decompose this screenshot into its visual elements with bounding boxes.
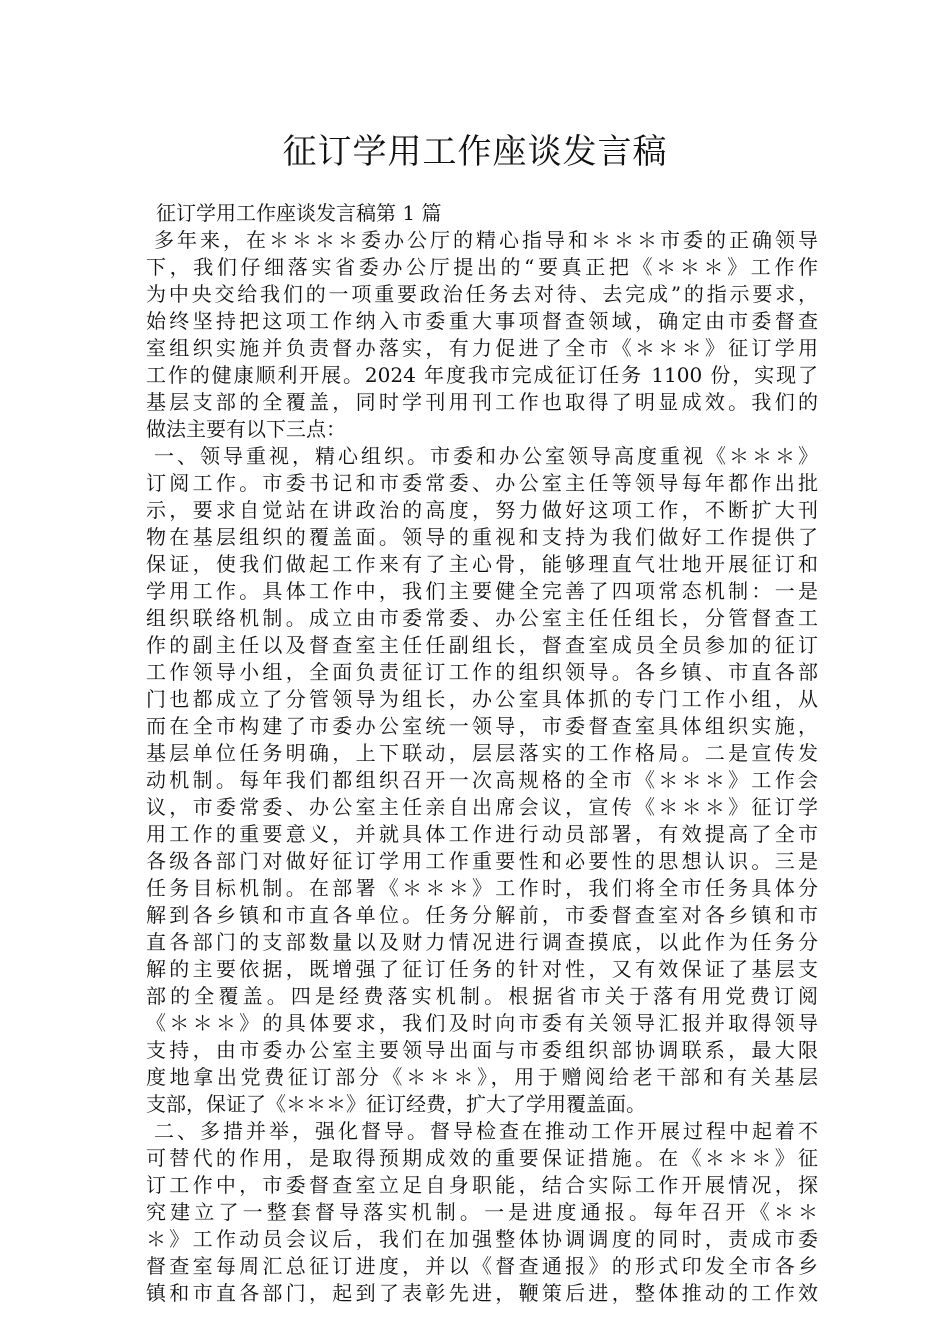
paragraph-line: 一、领导重视，精心组织。市委和办公室领导高度重视《＊＊＊》 (154, 444, 818, 468)
section-subtitle: 征订学用工作座谈发言稿第 1 篇 (156, 201, 442, 225)
paragraph-line: 学用工作。具体工作中，我们主要健全完善了四项常态机制：一是 (146, 579, 818, 603)
paragraph-line: 始终坚持把这项工作纳入市委重大事项督查领域，确定由市委督查 (146, 309, 818, 333)
paragraph-line: 动机制。每年我们都组织召开一次高规格的全市《＊＊＊》工作会 (146, 768, 818, 792)
paragraph-line: 支部，保证了《＊＊＊》征订经费，扩大了学用覆盖面。 (146, 1092, 646, 1116)
paragraph-line: ＊》工作动员会议后，我们在加强整体协调调度的同时，责成市委 (146, 1227, 818, 1251)
paragraph-line: 物在基层组织的覆盖面。领导的重视和支持为我们做好工作提供了 (146, 525, 818, 549)
paragraph-line: 各级各部门对做好征订学用工作重要性和必要性的思想认识。三是 (146, 849, 818, 873)
document-title: 征订学用工作座谈发言稿 (282, 132, 668, 172)
paragraph-line: 室组织实施并负责督办落实，有力促进了全市《＊＊＊》征订学用 (146, 336, 818, 360)
paragraph-line: 而在全市构建了市委办公室统一领导，市委督查室具体组织实施， (146, 714, 818, 738)
paragraph-line: 二、多措并举，强化督导。督导检查在推动工作开展过程中起着不 (154, 1119, 818, 1143)
paragraph-line: 下，我们仔细落实省委办公厅提出的“要真正把《＊＊＊》工作作 (146, 255, 818, 279)
paragraph-line: 议，市委常委、办公室主任亲自出席会议，宣传《＊＊＊》征订学 (146, 795, 818, 819)
paragraph-line: 组织联络机制。成立由市委常委、办公室主任任组长，分管督查工 (146, 606, 818, 630)
paragraph-line: 用工作的重要意义，并就具体工作进行动员部署，有效提高了全市 (146, 822, 818, 846)
paragraph-line: 门也都成立了分管领导为组长，办公室具体抓的专门工作小组，从 (146, 687, 818, 711)
paragraph-line: 《＊＊＊》的具体要求，我们及时向市委有关领导汇报并取得领导 (146, 1011, 818, 1035)
paragraph-line: 究建立了一整套督导落实机制。一是进度通报。每年召开《＊＊ (146, 1200, 818, 1224)
paragraph-line: 为中央交给我们的一项重要政治任务去对待、去完成”的指示要求， (146, 282, 818, 306)
paragraph-line: 镇和市直各部门，起到了表彰先进，鞭策后进，整体推动的工作效 (146, 1281, 818, 1305)
paragraph-line: 工作领导小组，全面负责征订工作的组织领导。各乡镇、市直各部 (146, 660, 818, 684)
paragraph-line: 直各部门的支部数量以及财力情况进行调查摸底，以此作为任务分 (146, 930, 818, 954)
paragraph-line: 支持，由市委办公室主要领导出面与市委组织部协调联系，最大限 (146, 1038, 818, 1062)
paragraph-line: 部的全覆盖。四是经费落实机制。根据省市关于落有用党费订阅 (146, 984, 818, 1008)
paragraph-line: 多年来，在＊＊＊＊委办公厅的精心指导和＊＊＊市委的正确领导 (154, 228, 818, 252)
paragraph-line: 订工作中，市委督查室立足自身职能，结合实际工作开展情况，探 (146, 1173, 818, 1197)
paragraph-line: 基层支部的全覆盖，同时学刊用刊工作也取得了明显成效。我们的 (146, 390, 818, 414)
paragraph-line: 可替代的作用，是取得预期成效的重要保证措施。在《＊＊＊》征 (146, 1146, 818, 1170)
paragraph-line: 示，要求自觉站在讲政治的高度，努力做好这项工作，不断扩大刊 (146, 498, 818, 522)
paragraph-line: 基层单位任务明确，上下联动，层层落实的工作格局。二是宣传发 (146, 741, 818, 765)
paragraph-line: 解的主要依据，既增强了征订任务的针对性，又有效保证了基层支 (146, 957, 818, 981)
paragraph-line: 解到各乡镇和市直各单位。任务分解前，市委督查室对各乡镇和市 (146, 903, 818, 927)
paragraph-line: 订阅工作。市委书记和市委常委、办公室主任等领导每年都作出批 (146, 471, 818, 495)
paragraph-line: 保证，使我们做起工作来有了主心骨，能够理直气壮地开展征订和 (146, 552, 818, 576)
document-body (146, 200, 818, 1307)
paragraph-line: 做法主要有以下三点： (146, 417, 346, 441)
paragraph-line: 任务目标机制。在部署《＊＊＊》工作时，我们将全市任务具体分 (146, 876, 818, 900)
paragraph-line: 度地拿出党费征订部分《＊＊＊》，用于赠阅给老干部和有关基层 (146, 1065, 818, 1089)
paragraph-line: 作的副主任以及督查室主任任副组长，督查室成员全员参加的征订 (146, 633, 818, 657)
paragraph-line: 工作的健康顺利开展。2024 年度我市完成征订任务 1100 份，实现了 (146, 363, 818, 387)
paragraph-line: 督查室每周汇总征订进度，并以《督查通报》的形式印发全市各乡 (146, 1254, 818, 1278)
